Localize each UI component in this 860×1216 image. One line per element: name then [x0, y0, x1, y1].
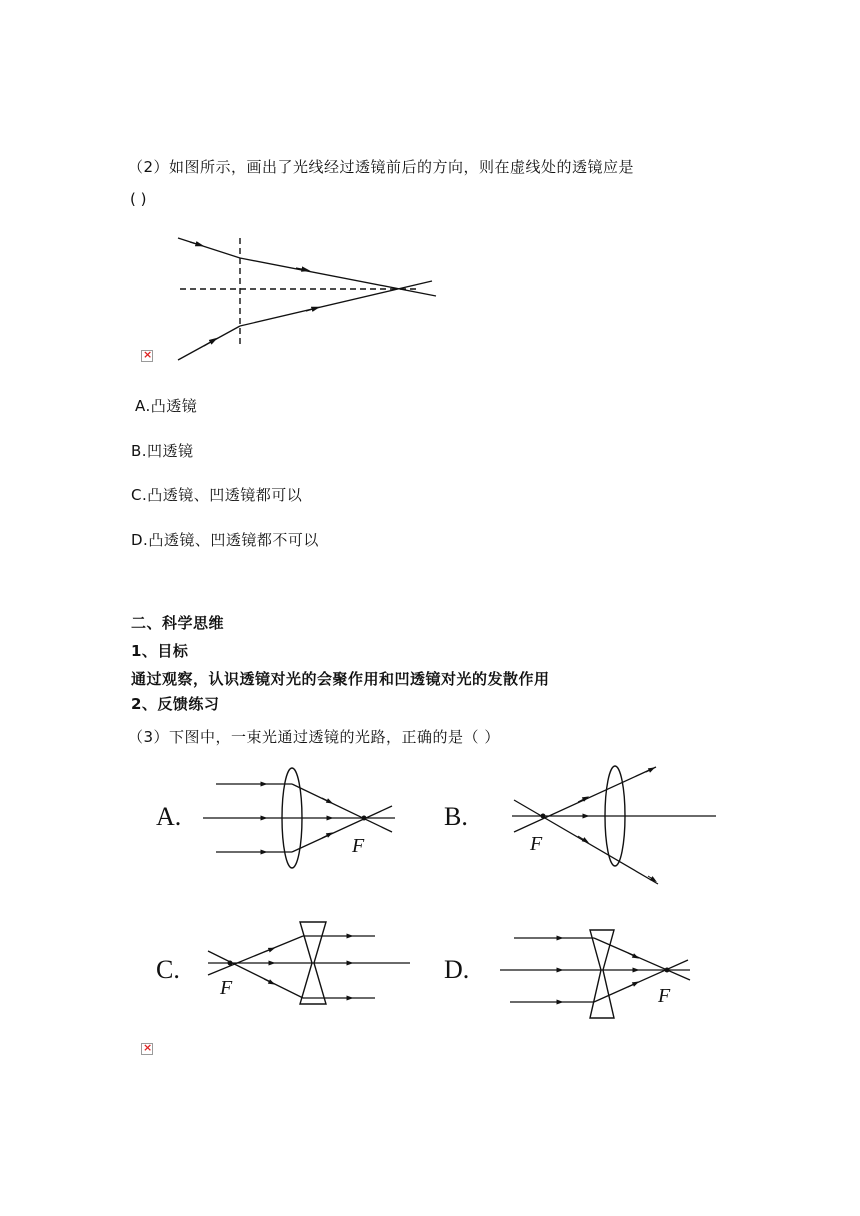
q2-option-c: C.凸透镜、凹透镜都可以 [131, 486, 303, 504]
q2-answer-paren: ( ) [130, 190, 147, 208]
q2-option-d: D.凸透镜、凹透镜都不可以 [131, 531, 319, 549]
concave-lens-d [590, 930, 614, 1018]
section-heading: 二、科学思维 [131, 614, 225, 632]
q3-question-text: （3）下图中，一束光通过透镜的光路，正确的是（ ） [128, 728, 500, 746]
diagram-label-a: A. [156, 802, 182, 831]
focus-label-d: F [658, 985, 671, 1007]
diagram-b-convex-diverging [512, 766, 716, 884]
goal-heading: 1、目标 [131, 642, 189, 660]
q2-question-text: （2）如图所示，画出了光线经过透镜前后的方向，则在虚线处的透镜应是 [128, 158, 635, 176]
focus-label-c: F [220, 977, 233, 999]
focus-label-b: F [530, 833, 543, 855]
diagram-d-concave [500, 930, 690, 1018]
q2-option-a: A.凸透镜 [135, 397, 198, 415]
focus-label-a: F [352, 835, 365, 857]
diagram-label-d: D. [444, 955, 470, 984]
practice-heading: 2、反馈练习 [131, 695, 220, 713]
broken-image-icon-2 [141, 1043, 153, 1055]
diagram-label-b: B. [444, 802, 468, 831]
q2-option-b: B.凹透镜 [131, 442, 194, 460]
goal-text: 通过观察，认识透镜对光的会聚作用和凹透镜对光的发散作用 [131, 670, 550, 688]
diagram-label-c: C. [156, 955, 180, 984]
diagram-a-convex-converging [203, 768, 395, 868]
diagram-c-concave [208, 922, 410, 1004]
